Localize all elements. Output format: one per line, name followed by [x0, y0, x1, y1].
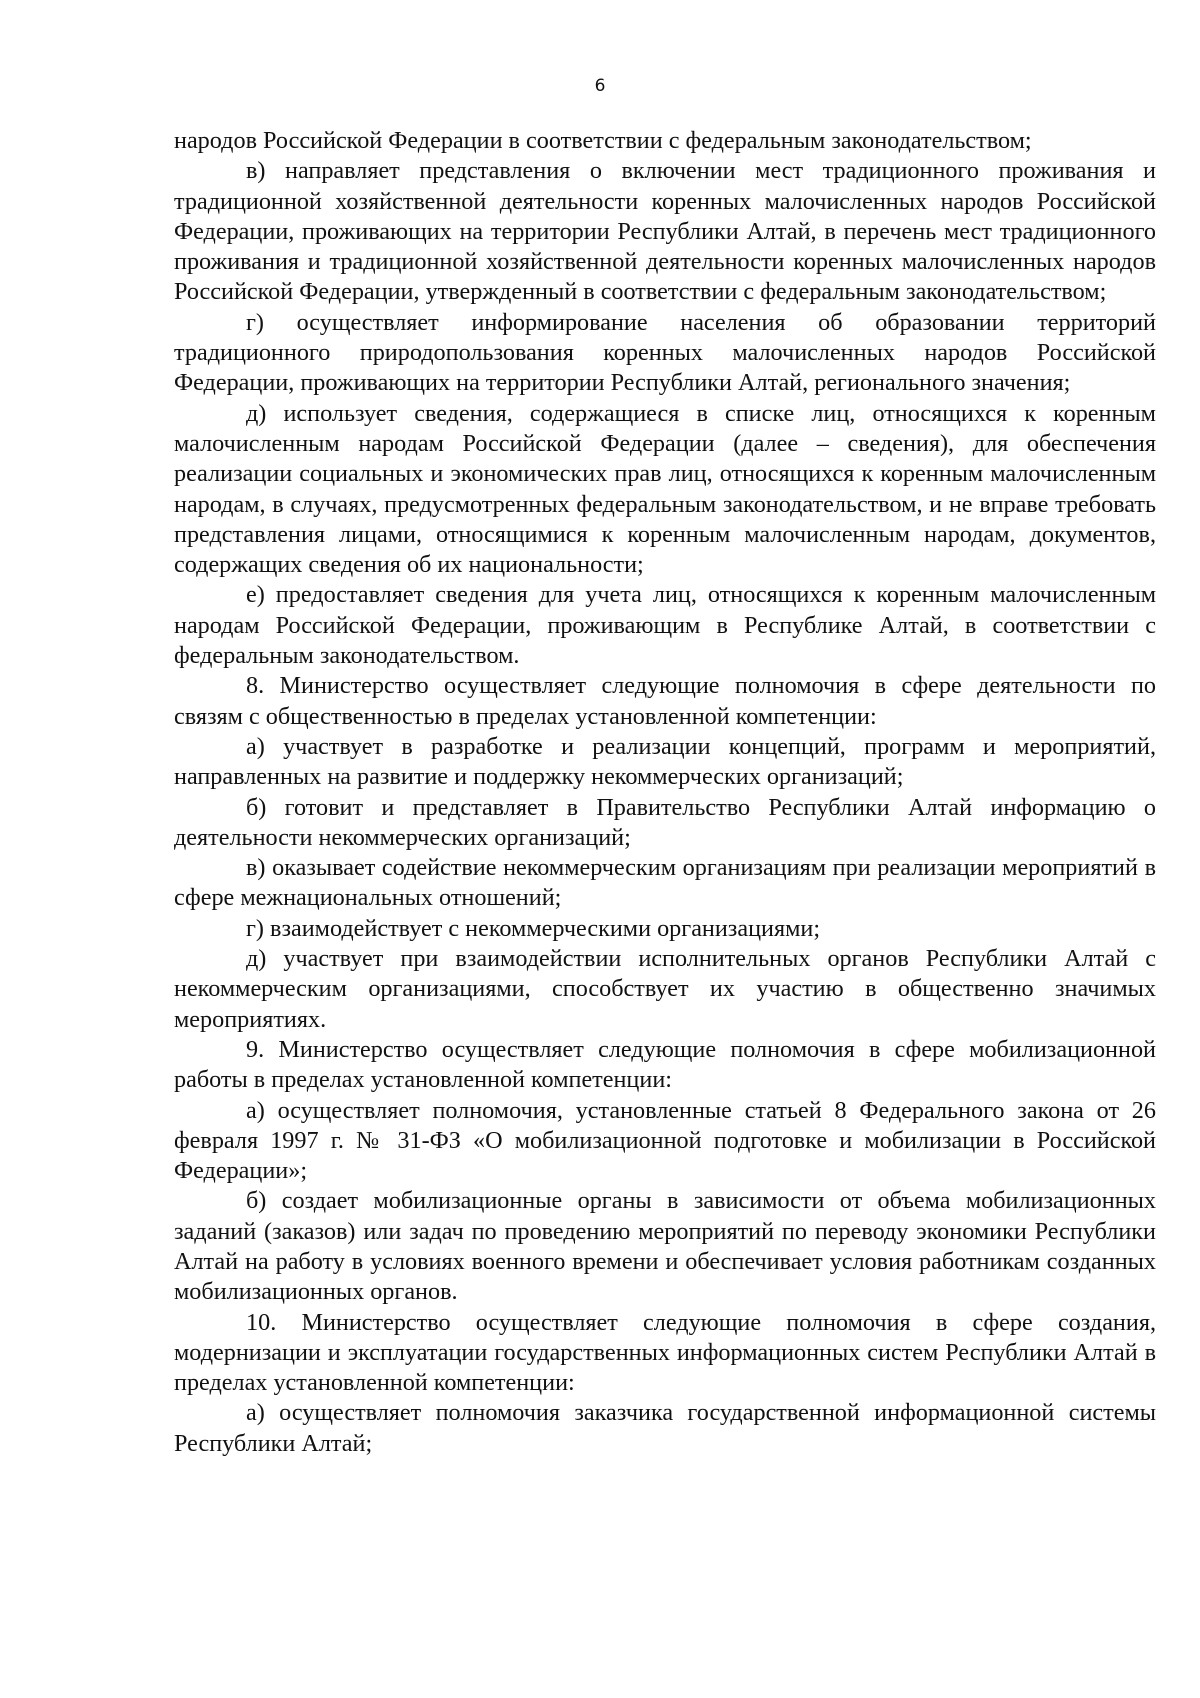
paragraph-item-g-informing: г) осуществляет информирование населения об образовании территорий традиционного природопользования коренных малочисленных народов Российской Федерации, проживающих на территории Республики Алтай, регионального значения;: [174, 308, 1156, 397]
paragraph-section-10: 10. Министерство осуществляет следующие полномочия в сфере создания, модернизации и эксплуатации государственных информационных систем Республики Алтай в пределах установленной компетенции:: [174, 1308, 1156, 1397]
document-body: [174, 126, 1156, 1459]
paragraph-section-8-item-a: а) участвует в разработке и реализации концепций, программ и мероприятий, направленных на развитие и поддержку некоммерческих организаций;: [174, 732, 1156, 791]
paragraph-item-d-uses-information: д) использует сведения, содержащиеся в списке лиц, относящихся к коренным малочисленным народам Российской Федерации (далее – сведения), для обеспечения реализации социальных и экономических прав лиц, относящихся к коренным малочисленным народам, в случаях, предусмотренных федеральным законодательством, и не вправе требовать представления лицами, относящимися к коренным малочисленным народам, документов, содержащих сведения об их национальности;: [174, 399, 1156, 579]
paragraph-section-8-item-b: б) готовит и представляет в Правительство Республики Алтай информацию о деятельности некоммерческих организаций;: [174, 793, 1156, 851]
paragraph-section-8-item-g: г) взаимодействует с некоммерческими организациями;: [246, 914, 821, 942]
paragraph-section-8-item-d: д) участвует при взаимодействии исполнительных органов Республики Алтай с некоммерческим организациями, способствует их участию в общественно значимых мероприятиях.: [174, 945, 1156, 1033]
page-number: 6: [594, 76, 606, 96]
paragraph-section-10-item-a: а) осуществляет полномочия заказчика государственной информационной системы Республики Алтай;: [174, 1399, 1156, 1457]
paragraph-section-8: 8. Министерство осуществляет следующие полномочия в сфере деятельности по связям с общественностью в пределах установленной компетенции:: [174, 672, 1156, 730]
paragraph-section-9: 9. Министерство осуществляет следующие полномочия в сфере мобилизационной работы в пределах установленной компетенции:: [174, 1035, 1156, 1094]
paragraph-section-8-item-v: в) оказывает содействие некоммерческим организациям при реализации мероприятий в сфере межнациональных отношений;: [174, 854, 1156, 912]
paragraph-item-v-traditional-places: в) направляет представления о включении мест традиционного проживания и традиционной хозяйственной деятельности коренных малочисленных народов Российской Федерации, проживающих на территории Республики Алтай, в перечень мест традиционного проживания и традиционной хозяйственной деятельности коренных малочисленных народов Российской Федерации, утвержденный в соответствии с федеральным законодательством;: [174, 157, 1156, 306]
paragraph-section-9-item-a: а) осуществляет полномочия, установленные статьей 8 Федерального закона от 26 февраля 1997 г. № 31-ФЗ «О мобилизационной подготовке и мобилизации в Российской Федерации»;: [174, 1096, 1156, 1185]
paragraph-item-e-provides-information: е) предоставляет сведения для учета лиц, относящихся к коренным малочисленным народам Российской Федерации, проживающим в Республике Алтай, в соответствии с федеральным законодательством.: [174, 581, 1156, 670]
paragraph-section-9-item-b: б) создает мобилизационные органы в зависимости от объема мобилизационных заданий (заказов) или задач по проведению мероприятий по переводу экономики Республики Алтай на работу в условиях военного времени и обеспечивает условия работникам созданных мобилизационных органов.: [174, 1187, 1156, 1306]
paragraph-continuation: народов Российской Федерации в соответствии с федеральным законодательством;: [174, 127, 1032, 154]
